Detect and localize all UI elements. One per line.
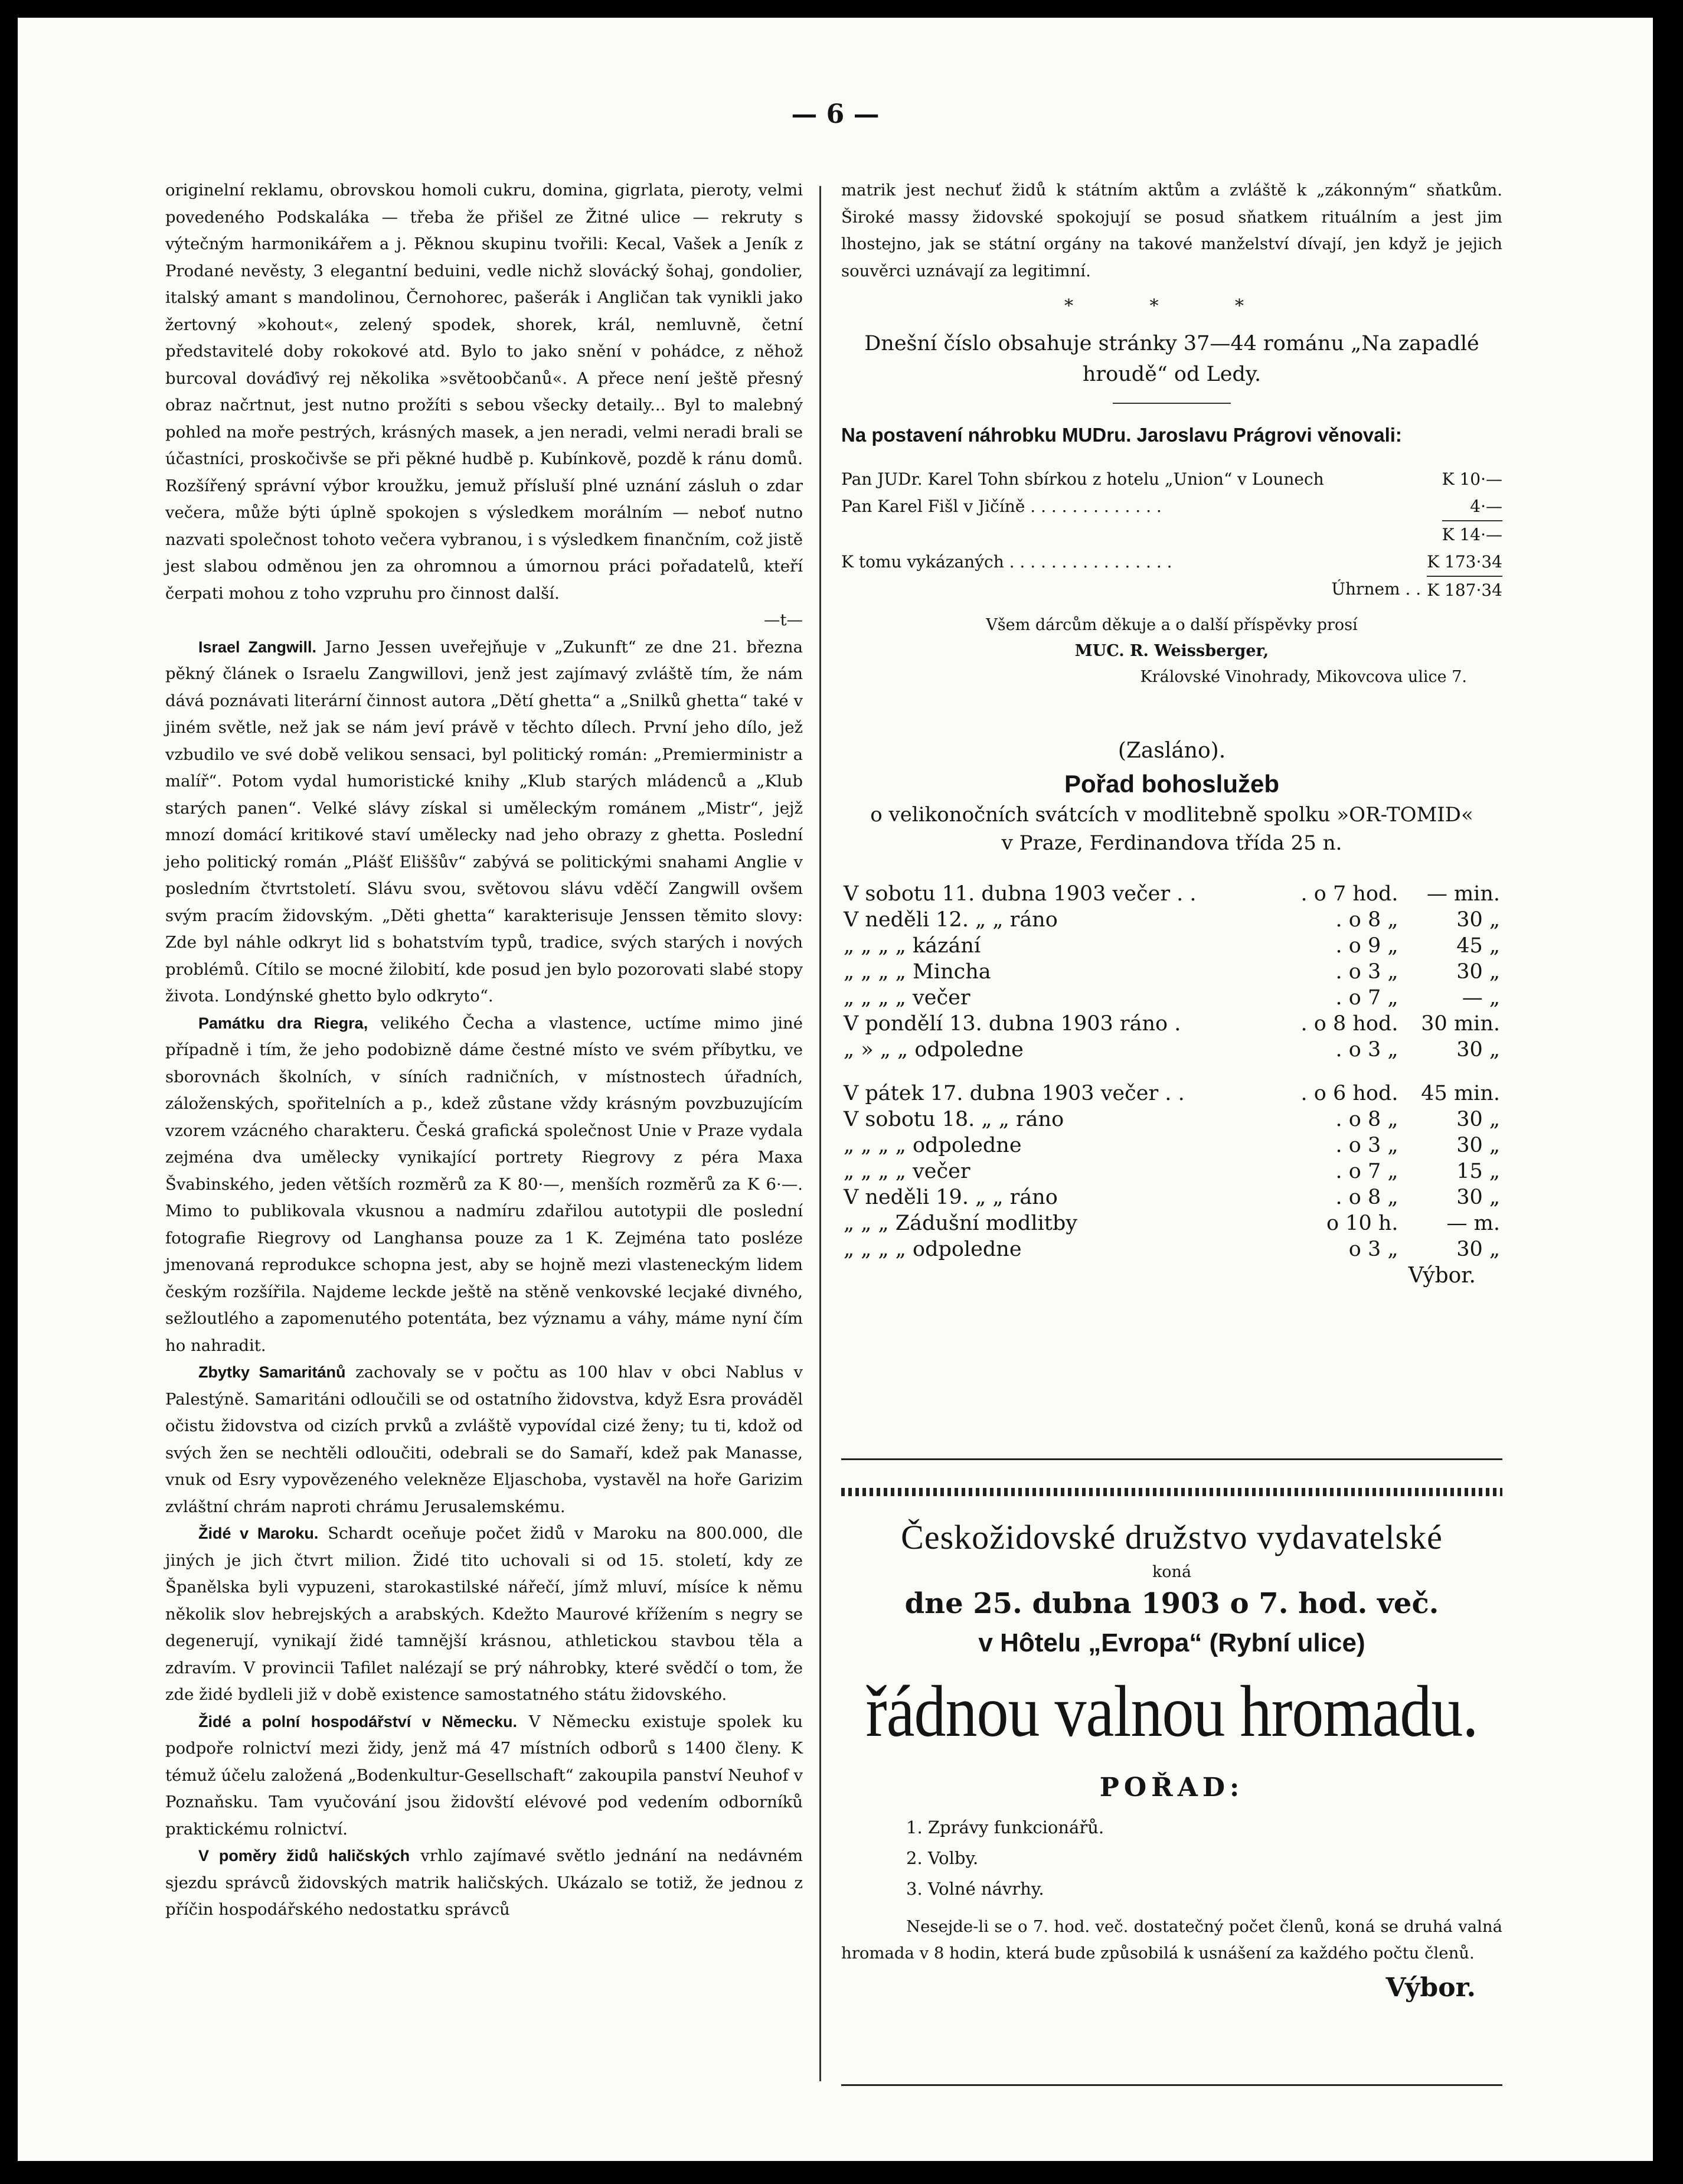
left-column <box>165 177 803 1924</box>
announcement-place: v Hôtelu „Evropa“ (Rybní ulice) <box>978 1628 1365 1657</box>
announcement-signature: Výbor. <box>1385 1973 1476 2003</box>
schedule-time: . o 3 „ <box>1335 1134 1398 1157</box>
schedule-day: „ „ „ „ kázání <box>844 934 981 958</box>
agenda-heading: POŘAD: <box>1099 1772 1244 1803</box>
article-heading: Israel Zangwill. <box>198 638 316 656</box>
service-schedule <box>841 881 1502 1262</box>
schedule-time: . o 8 „ <box>1335 908 1398 932</box>
schedule-minutes: 45 min. <box>1421 1082 1500 1105</box>
schedule-minutes: 30 „ <box>1456 1134 1500 1157</box>
novel-notice: Dnešní číslo obsahuje stránky 37—44 románu „Na zapadlé hroudě“ od Ledy. <box>864 331 1479 386</box>
schedule-row <box>841 933 1502 959</box>
service-subtitle: o velikonočních svátcích v modlitebně spolku »OR-TOMID« <box>870 803 1473 827</box>
schedule-minutes: 15 „ <box>1456 1160 1500 1183</box>
schedule-row <box>841 1063 1502 1080</box>
schedule-day: V neděli 12. „ „ ráno <box>844 908 1058 932</box>
schedule-row <box>841 985 1502 1011</box>
sent-label: (Zasláno). <box>1117 739 1226 763</box>
schedule-day: V neděli 19. „ „ ráno <box>844 1186 1058 1209</box>
agenda-item: 3. Volné návrhy. <box>906 1879 1044 1899</box>
agenda-item: 1. Zprávy funkcionářů. <box>906 1817 1104 1837</box>
schedule-row <box>841 959 1502 985</box>
section-stars: * * * <box>1064 296 1280 316</box>
schedule-minutes: 30 „ <box>1456 960 1500 984</box>
schedule-row <box>841 1158 1502 1184</box>
schedule-minutes: — „ <box>1462 986 1500 1010</box>
schedule-day: V pondělí 13. dubna 1903 ráno . <box>844 1012 1181 1036</box>
schedule-time: . o 3 „ <box>1335 960 1398 984</box>
donation-total: Úhrnem . . K 187·34 <box>841 576 1502 604</box>
schedule-row <box>841 1210 1502 1236</box>
schedule-time: . o 6 hod. <box>1300 1082 1398 1105</box>
donation-subtotal: K 14·— <box>841 520 1502 549</box>
schedule-time: . o 8 „ <box>1335 1186 1398 1209</box>
schedule-time: . o 8 hod. <box>1300 1012 1398 1036</box>
article-body: V Německu existuje spolek ku podpoře rolnictví mezi židy, jenž má 47 místních odborů s 1400 členy. K témuž účelu založená „Bodenkultur-Gesellschaft“ zakoupila panství Neuhof v Poznaňsku. Tam vyučování jsou židovští elévové pod vedením odborníků praktickému rolnictví. <box>165 1712 803 1839</box>
schedule-day: „ „ „ „ večer <box>844 986 970 1010</box>
thanks-line: Všem dárcům děkuje a o další příspěvky prosí <box>986 616 1358 634</box>
article-body: Schardt oceňuje počet židů v Maroku na 800.000, dle jiných je jich čtvrt milion. Židé tito uchovali si od 15. století, kdy ze Španělska byli vypuzeni, starokastilské nářečí, jímž mluví, mísíce k němu několik slov hebrejských a arabských. Kdežto Maurové křížením s negry se degenerují, vynikají židé tamnější krásnou, athletickou stavbou těla a zdravím. V provincii Tafilet nalézají se prý náhrobky, které svědčí o tom, že zde židé bydleli již v době existence samostatného státu židovského. <box>165 1524 803 1704</box>
donation-row: Pan JUDr. Karel Tohn sbírkou z hotelu „Union“ v Lounech K 10·— <box>841 469 1502 489</box>
announcement-title: Českožidovské družstvo vydavatelské <box>901 1518 1443 1556</box>
schedule-day: V sobotu 11. dubna 1903 večer . . <box>844 882 1197 906</box>
announcement-date: dne 25. dubna 1903 o 7. hod. več. <box>904 1587 1439 1620</box>
signer-address: Královské Vinohrady, Mikovcova ulice 7. <box>1140 668 1467 686</box>
article-samaritans <box>165 1359 803 1520</box>
announcement <box>841 1517 1502 2003</box>
signer-name: MUC. R. Weissberger, <box>1074 642 1269 660</box>
schedule-day <box>841 1063 1276 1080</box>
schedule-minutes: — m. <box>1446 1212 1500 1235</box>
article-signature: —t— <box>763 611 803 629</box>
newspaper-page <box>18 18 1653 2161</box>
schedule-time: . o 9 „ <box>1335 934 1398 958</box>
schedule-day: V pátek 17. dubna 1903 večer . . <box>844 1082 1185 1105</box>
article-heading: Židé v Maroku. <box>198 1524 319 1542</box>
schedule-row <box>841 881 1502 907</box>
ad-border-top <box>841 1458 1502 1460</box>
article-continuation: originelní reklamu, obrovskou homoli cukru, domina, gigrlata, pieroty, velmi povedeného Podskaláka — třeba že přišel ze Žitné ulice — rekruty s výtečným harmonikářem a j. Pěknou skupinu tvořili: Kecal, Vašek a Jeník z Prodané nevěsty, 3 elegantní beduini, vedle nichž slovácký šohaj, gondolier, italský amant s mandolinou, Černohorec, pašerák i Angličan tak vynikli jako žertovný »kohout«, zelený spodek, shorek, král, nemluvně, četní představitelé doby rokokové atd. Bylo to jako snění v pohádce, z něhož burcoval dováďivý rej několika »světoobčanů«. A přece není ještě přesný obraz načrtnut, jest nutno prožíti s sebou všecky detaily... Byl to malebný pohled na moře pestrých, krásných masek, a jen neradi, velmi neradi brali se účastníci, proskočivše se při pěkné hudbě p. Kubínkově, pozdě k ránu domů. Rozšířený správní výbor kroužku, jemuž přísluší plné uznání zásluh o zdar večera, může býti úplně spokojen s výsledkem morálním — neboť nutno nazvati společnost tohoto večera vybranou, i s výsledkem finančním, což jistě jest slabou odměnou jen za ohromnou a úmornou práci pořadatelů, kteří čerpati mohou z toho vzpruhu pro činnost další. <box>165 181 803 603</box>
article-body: vrhlo zajímavé světlo jednání na nedávném sjezdu správců židovských matrik haličských. Ukázalo se totiž, že jednou z příčin hospodářského nedostatku správců <box>165 1846 803 1919</box>
schedule-minutes: — min. <box>1426 882 1500 906</box>
donation-row: K tomu vykázaných . . . . . . . . . . . . . . . . K 173·34 <box>841 552 1502 572</box>
schedule-time: . o 7 hod. <box>1300 882 1398 906</box>
donation-row: Pan Karel Fišl v Jičíně . . . . . . . . . . . . . 4·— <box>841 497 1502 516</box>
article-heading: V poměry židů haličských <box>198 1847 410 1865</box>
schedule-day: „ „ „ „ večer <box>844 1160 970 1183</box>
article-heading: Židé a polní hospodářství v Německu. <box>198 1712 517 1731</box>
service-title: Pořad bohoslužeb <box>1064 769 1279 798</box>
article-galicia <box>165 1843 803 1924</box>
right-column <box>841 177 1502 1289</box>
ad-hatched-rule <box>841 1488 1502 1496</box>
schedule-minutes <box>1401 1063 1502 1080</box>
article-zangwill <box>165 634 803 1010</box>
schedule-day: „ „ „ „ Mincha <box>844 960 991 984</box>
schedule-row <box>841 1011 1502 1037</box>
schedule-minutes: 30 „ <box>1456 1238 1500 1261</box>
schedule-row <box>841 1132 1502 1158</box>
schedule-minutes: 30 „ <box>1456 1186 1500 1209</box>
schedule-row <box>841 907 1502 933</box>
schedule-signature: Výbor. <box>1408 1264 1476 1288</box>
schedule-day: „ „ „ „ odpoledne <box>844 1134 1022 1157</box>
schedule-minutes: 45 „ <box>1456 934 1500 958</box>
ad-border-bottom <box>841 2084 1502 2086</box>
service-location: v Praze, Ferdinandova třída 25 n. <box>1001 831 1342 855</box>
announcement-headline: řádnou valnou hromadu. <box>865 1672 1478 1752</box>
donation-heading: Na postavení náhrobku MUDru. Jaroslavu Prágrovi věnovali: <box>841 423 1402 446</box>
short-rule <box>1113 403 1231 404</box>
schedule-row <box>841 1236 1502 1262</box>
agenda-item: 2. Volby. <box>906 1848 979 1868</box>
schedule-minutes: 30 min. <box>1421 1012 1500 1036</box>
schedule-time: . o 8 „ <box>1335 1108 1398 1131</box>
article-body: Jarno Jessen uveřejňuje v „Zukunft“ ze dne 21. března pěkný článek o Israelu Zangwillovi, jenž jest zajímavý zvláště tím, že nám dává poznávati literární činnost autora „Dětí ghetta“ a „Snilků ghetta“ také v jiném světle, než jak se nám jeví právě v těchto dílech. První jeho dílo, jež vzbudilo ve své době velikou sensaci, byl politický román: „Premierministr a malíř“. Potom vydal humoristické knihy „Klub starých mládenců a „Klub starých panen“. Velké slávy získal si uměleckým románem „Mistr“, jejž mnozí domácí kritikové staví umělecky nad jeho obrazy z ghetta. Poslední jeho politický román „Plášť Eliššův“ zabývá se politickými snahami Anglie v posledním čtvrtstoletí. Slávu svou, světovou slávu vděčí Zangwill ovšem svým pracím židovským. „Děti ghetta“ karakterisuje Jenssen těmito slovy: Zde byl náhle odkryt lid s bohatstvím typů, tradice, svých starých i nových problémů. Cítilo se mocné žilobití, kde posud jen bylo pozorovati slabé stopy života. Londýnské ghetto bylo odkryto“. <box>165 637 803 1006</box>
agenda-list <box>906 1812 1502 1904</box>
announcement-note: Nesejde-li se o 7. hod. več. dostatečný počet členů, koná se druhá valná hromada v 8 hodin, která bude způsobilá k usnášení za každého počtu členů. <box>841 1917 1502 1963</box>
schedule-minutes: 30 „ <box>1456 1038 1500 1062</box>
article-continuation-right: matrik jest nechuť židů k státním aktům a zvláště k „zákonným“ sňatkům. Široké massy židovské spokojují se posud sňatkem rituálním a jest jim lhostejno, jak se státní orgány na takové manželství dívají, jen když je jejich souvěrci uznávají za legitimní. <box>841 181 1502 280</box>
column-divider <box>819 186 821 2081</box>
schedule-minutes: 30 „ <box>1456 908 1500 932</box>
schedule-time: . o 7 „ <box>1335 1160 1398 1183</box>
schedule-minutes: 30 „ <box>1456 1108 1500 1131</box>
donation-list <box>841 466 1502 604</box>
article-heading: Památku dra Riegra, <box>198 1014 368 1032</box>
article-body: velikého Čecha a vlastence, uctíme mimo jiné případně i tím, že jeho podobizně dáme čestné místo ve svém příbytku, ve sborovnách školních, v síních radničních, v místnostech úřadních, záloženských, spořitelních a p., kdež zůstane vždy krásným povzbuzujícím vzorem vzácného charakteru. Česká grafická společnost Unie v Praze vydala zejména dva umělecky vynikající portrety Riegrovy z péra Maxa Švabinského, jeden větších rozměrů za K 80·—, menších rozměrů za K 6·—. Mimo to publikovala vkusnou a nadmíru zdařilou autotypii dle poslední fotografie Riegrovy od Langhansa pouze za 1 K. Zejména tato posléze jmenovaná reprodukce schopna jest, aby se hojně mezi vlasteneckým lidem českým rozšířila. Najdeme leckde ještě na stěně venkovské lecjaké divného, sežloutlého a zapomenutého potentáta, bez významu a váhy, máme nyní čím ho nahradit. <box>165 1013 803 1355</box>
page-number: — 6 — <box>791 99 880 129</box>
schedule-time: o 3 „ <box>1348 1238 1398 1261</box>
article-heading: Zbytky Samaritánů <box>198 1363 346 1381</box>
schedule-day: V sobotu 18. „ „ ráno <box>844 1108 1064 1131</box>
article-rieger <box>165 1010 803 1360</box>
schedule-time <box>1276 1063 1401 1080</box>
article-morocco <box>165 1520 803 1709</box>
schedule-day: „ „ „ Zádušní modlitby <box>844 1212 1078 1235</box>
schedule-row <box>841 1184 1502 1210</box>
schedule-time: . o 7 „ <box>1335 986 1398 1010</box>
schedule-row <box>841 1080 1502 1106</box>
schedule-row <box>841 1106 1502 1132</box>
schedule-time: o 10 h. <box>1326 1212 1398 1235</box>
article-agriculture <box>165 1709 803 1843</box>
article-body: zachovaly se v počtu as 100 hlav v obci Nablus v Palestýně. Samaritáni odloučili se od ostatního židovstva, když Esra prováděl očistu židovstva od cizích prvků a zvláště vypovídal cizé ženy; tu ti, kdož od svých žen se nechtěli odloučiti, odebrali se do Samaří, kdež pak Manasse, vnuk od Esry vypovězeného velekněze Eljaschoba, vystavěl na hoře Garizim zvláštní chrám naproti chrámu Jerusalemskému. <box>165 1363 803 1516</box>
schedule-time: . o 3 „ <box>1335 1038 1398 1062</box>
schedule-row <box>841 1037 1502 1063</box>
announcement-kona: koná <box>1152 1563 1192 1581</box>
schedule-day: „ » „ „ odpoledne <box>844 1038 1024 1062</box>
schedule-day: „ „ „ „ odpoledne <box>844 1238 1022 1261</box>
